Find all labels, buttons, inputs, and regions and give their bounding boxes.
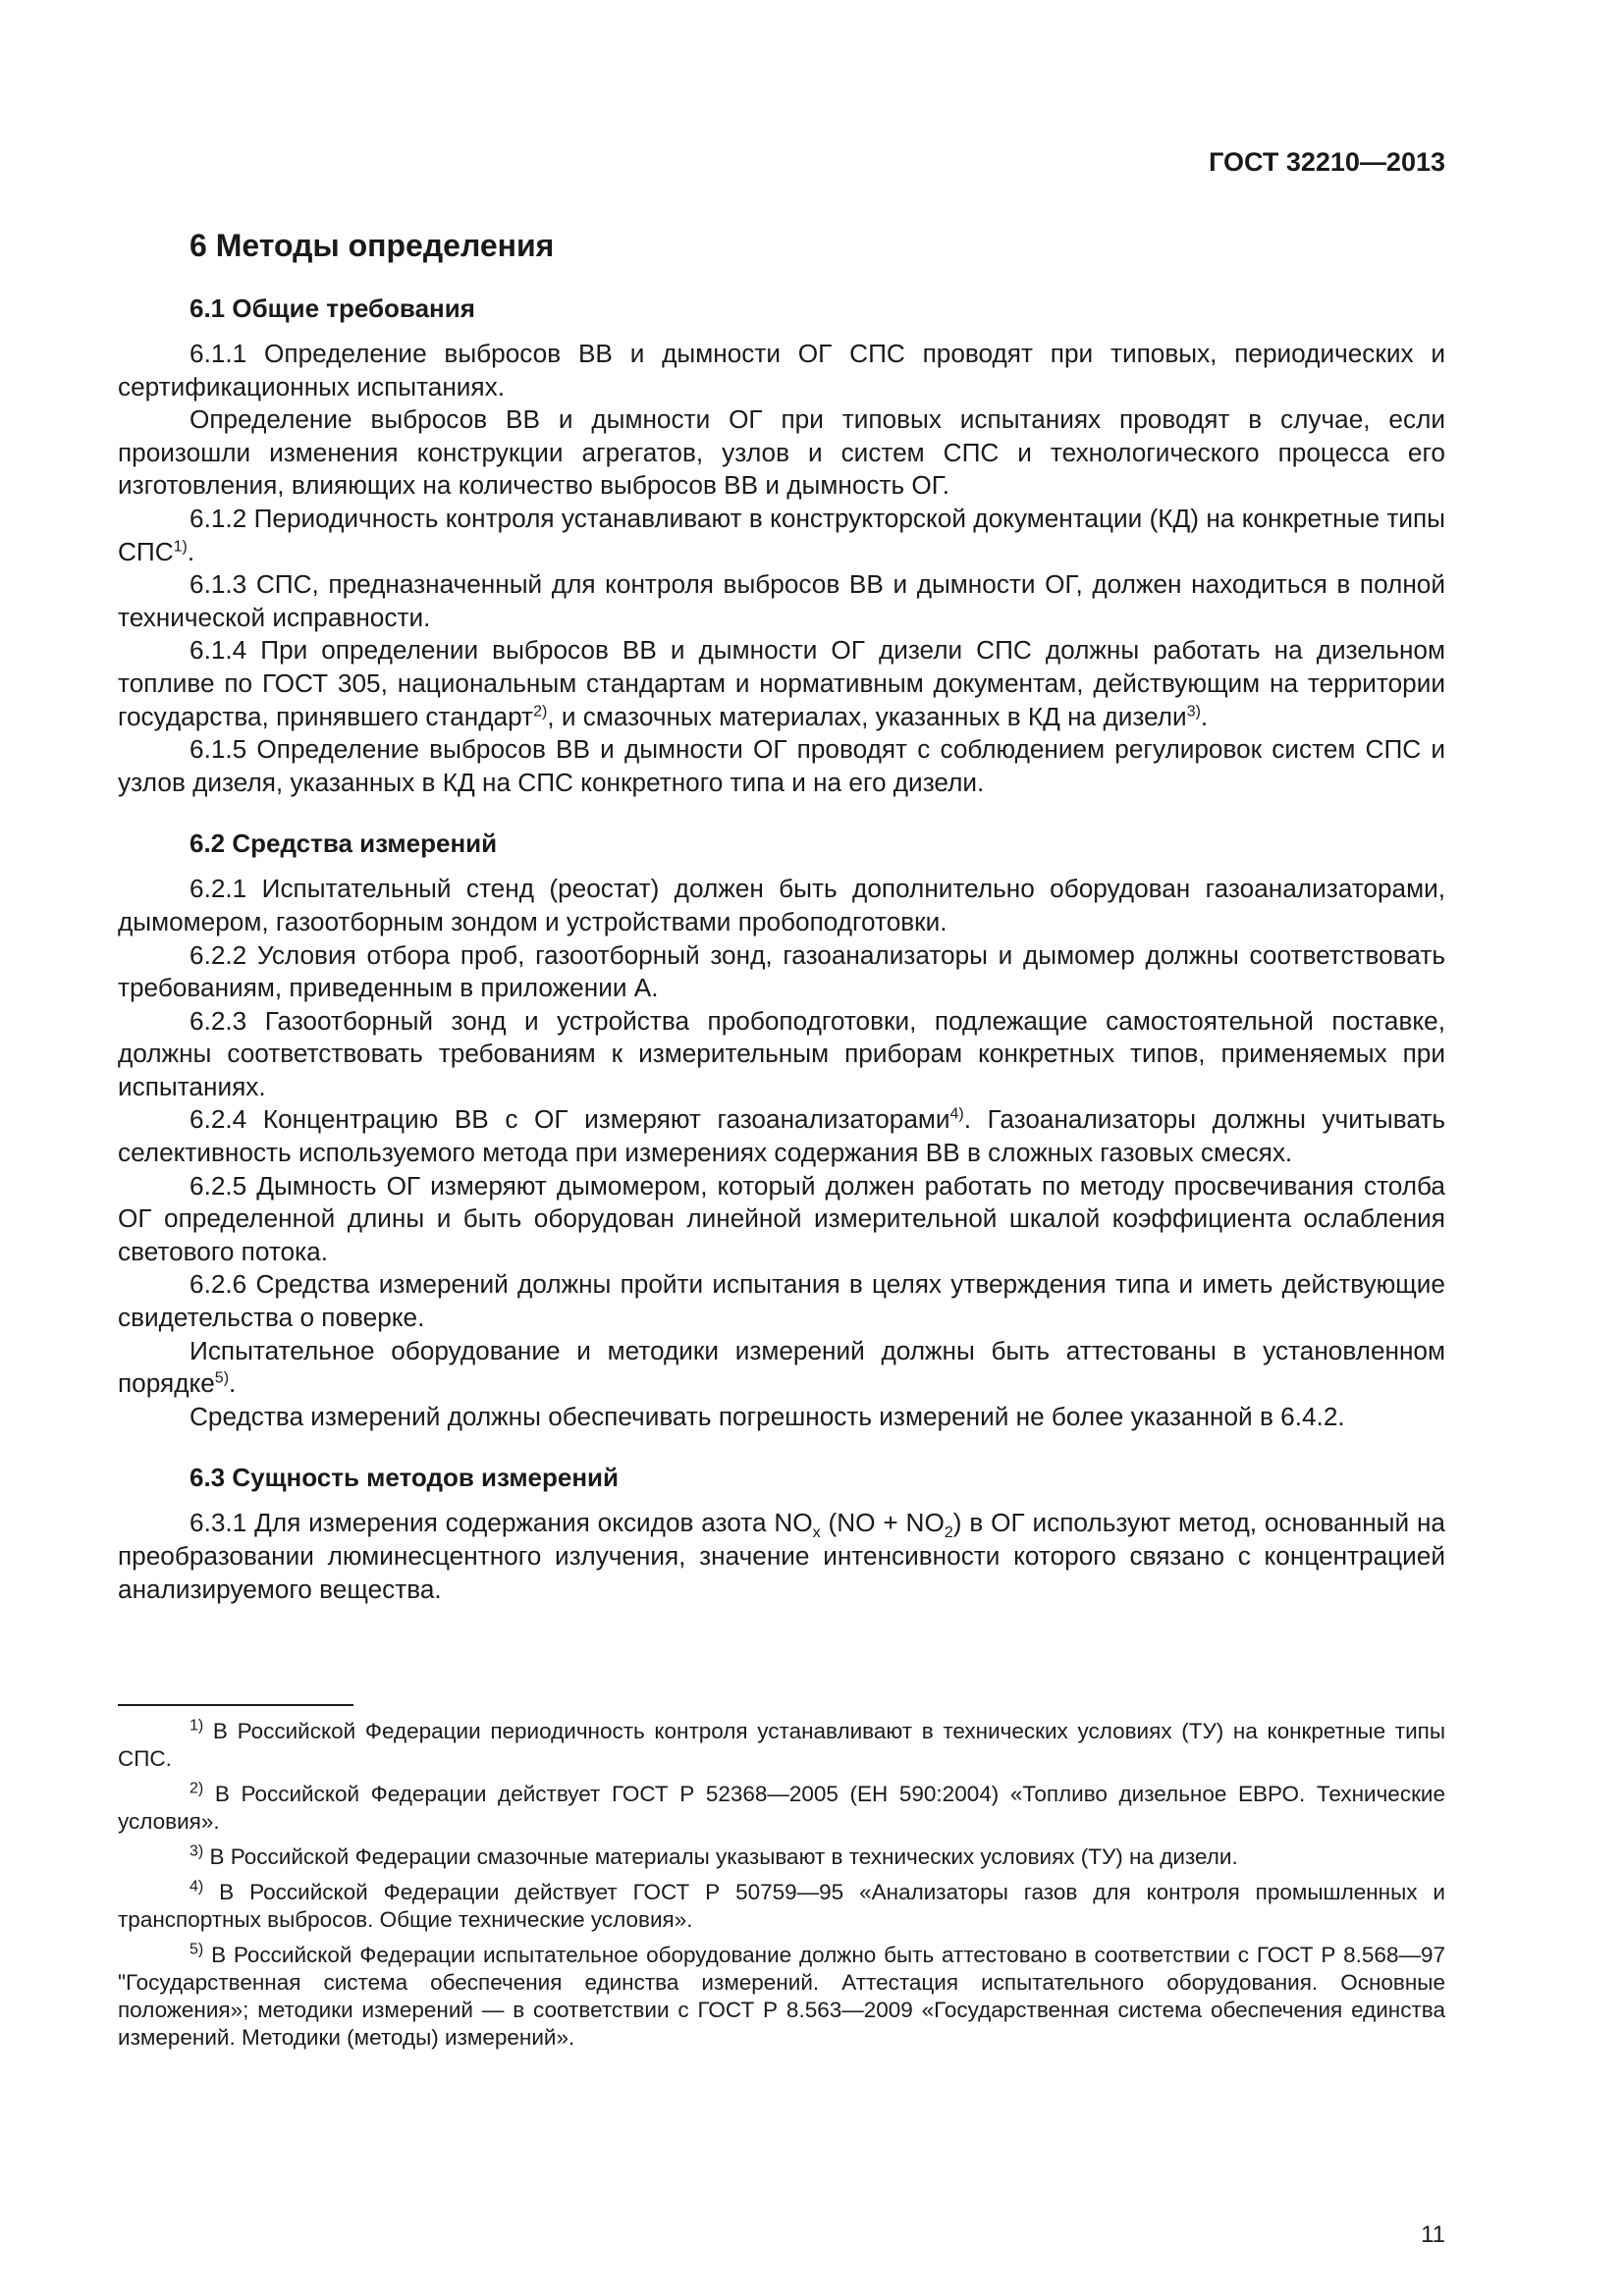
footnote-mark: 4): [189, 1878, 204, 1896]
footnote: [118, 1718, 1445, 1773]
text: (NO + NO: [820, 1508, 945, 1538]
paragraph-6-1-5: 6.1.5 Определение выбросов ВВ и дымности ОГ проводят с соблюдением регулировок систем СПС и узлов дизеля, указанных в КД на СПС конкретного типа и на его дизели.: [118, 734, 1445, 797]
footnote-ref: 1): [173, 537, 188, 555]
footnote: [118, 1942, 1445, 2052]
document-code-header: ГОСТ 32210—2013: [1209, 147, 1445, 177]
paragraph-6-2-1: 6.2.1 Испытательный стенд (реостат) должен быть дополнительно оборудован газоанализаторами, дымомером, газоотборным зондом и устройствами пробоподготовки.: [118, 874, 1445, 936]
footnote: [118, 1843, 1445, 1871]
text: 6.1.2 Периодичность контроля устанавливают в конструкторской документации (КД) на конкретные типы СПС: [118, 503, 1445, 566]
page-number: 11: [1421, 2221, 1445, 2248]
text: 6.3.1 Для измерения содержания оксидов азота NO: [189, 1508, 813, 1538]
subscript: 2: [944, 1524, 953, 1542]
text: , и смазочных материалах, указанных в КД на дизели: [547, 701, 1187, 731]
paragraph-6-2-2: 6.2.2 Условия отбора проб, газоотборный зонд, газоанализаторы и дымомер должны соответствовать требованиям, приведенным в приложении А.: [118, 939, 1445, 1003]
text: . Газоанализаторы должны учитывать селективность используемого метода при измерениях содержания ВВ в сложных газовых смесях.: [118, 1104, 1445, 1168]
paragraph-6-1-1: 6.1.1 Определение выбросов ВВ и дымности ОГ СПС проводят при типовых, периодических и сертификационных испытаниях.: [118, 339, 1445, 401]
section-6-1-title: 6.1 Общие требования: [189, 294, 475, 323]
footnote: [118, 1781, 1445, 1836]
paragraph-6-1-1-cont: Определение выбросов ВВ и дымности ОГ при типовых испытаниях проводят в случае, если произошли изменения конструкции агрегатов, узлов и систем СПС и технологического процесса его изготовления, влияющих на количество выбросов ВВ и дымность ОГ.: [118, 404, 1445, 501]
footnote-ref: 4): [949, 1105, 964, 1123]
section-6-title: 6 Методы определения: [189, 228, 555, 263]
paragraph-6-1-2: 6.1.2 Периодичность контроля устанавливают в конструкторской документации (КД) на конкретные типы СПС$^{1)}$.: [118, 503, 1445, 566]
paragraph-6-2-5: 6.2.5 Дымность ОГ измеряют дымомером, который должен работать по методу просвечивания столба ОГ определенной длины и быть оборудован линейной измерительной шкалой коэффициента ослабления светового потока.: [118, 1170, 1445, 1266]
footnote-mark: 1): [189, 1717, 204, 1735]
footnote-text: В Российской Федерации действует ГОСТ Р 50759—95 «Анализаторы газов для контроля промышленных и транспортных выбросов. Общие технические условия».: [118, 1880, 1445, 1933]
paragraph-6-1-3: 6.1.3 СПС, предназначенный для контроля выбросов ВВ и дымности ОГ, должен находиться в полной технической исправности.: [118, 569, 1445, 632]
text: 6.1.4 При определении выбросов ВВ и дымности ОГ дизели СПС должны работать на дизельном топливе по ГОСТ 305, национальным стандартам и нормативным документам, действующим на территории государства, принявшего стандарт: [118, 635, 1445, 731]
footnote-mark: 2): [189, 1780, 204, 1797]
paragraph-6-1-4: 6.1.4 При определении выбросов ВВ и дымности ОГ дизели СПС должны работать на дизельном топливе по ГОСТ 305, национальным стандартам и нормативным документам, действующим на территории государства, принявшего стандарт$^{2)}$, и смазочных материалах, указанных в КД на дизели$^{3)}$.: [118, 635, 1445, 731]
footnote-text: В Российской Федерации испытательное оборудование должно быть аттестовано в соответствии с ГОСТ Р 8.568—97 "Государственная система обеспечения единства измерений. Аттестация испытательного оборудования. Основные положения»; методики измерений — в соответствии с ГОСТ Р 8.563—2009 «Государственная система обеспечения единства измерений. Методики (методы) измерений».: [118, 1943, 1445, 2051]
footnote-mark: 3): [189, 1842, 204, 1860]
text: ) в ОГ используют метод, основанный на преобразовании люминесцентного излучения, значение интенсивности которого связано с концентрацией анализируемого вещества.: [118, 1508, 1445, 1604]
footnote-mark: 5): [189, 1941, 204, 1958]
section-6-2-title: 6.2 Средства измерений: [189, 828, 498, 859]
footnote-ref: 5): [214, 1369, 230, 1387]
paragraph-6-2-6: 6.2.6 Средства измерений должны пройти испытания в целях утверждения типа и иметь действующие свидетельства о поверке.: [118, 1269, 1445, 1333]
footnote-text: В Российской Федерации действует ГОСТ Р 52368—2005 (ЕН 590:2004) «Топливо дизельное ЕВРО. Технические условия».: [118, 1782, 1445, 1835]
page-body: [118, 145, 1445, 2059]
section-6-3-title: 6.3 Сущность методов измерений: [189, 1463, 620, 1493]
subscript: x: [812, 1524, 821, 1542]
text: 6.2.4 Концентрацию ВВ с ОГ измеряют газоанализаторами: [189, 1104, 950, 1135]
footnote-ref: 3): [1186, 702, 1201, 720]
footnote-text: В Российской Федерации периодичность контроля устанавливают в технических условиях (ТУ) на конкретные типы СПС.: [118, 1719, 1445, 1772]
paragraph-6-3-1: [118, 1507, 1445, 1606]
footnote-ref: 2): [533, 702, 548, 720]
paragraph-6-2-6-cont: Испытательное оборудование и методики измерений должны быть аттестованы в установленном порядке$^{5)}$.: [118, 1335, 1445, 1399]
footnote-separator: [118, 1704, 353, 1706]
paragraph-6-2-4: [118, 1103, 1445, 1169]
footnote: [118, 1879, 1445, 1934]
text: Испытательное оборудование и методики измерений должны быть аттестованы в установленном порядке: [118, 1335, 1445, 1399]
paragraph-6-2-6-cont2: Средства измерений должны обеспечивать погрешность измерений не более указанной в 6.4.2.: [189, 1401, 1345, 1431]
footnote-text: В Российской Федерации смазочные материалы указывают в технических условиях (ТУ) на дизели.: [209, 1844, 1238, 1870]
paragraph-6-2-3: 6.2.3 Газоотборный зонд и устройства пробоподготовки, подлежащие самостоятельной поставке, должны соответствовать требованиям к измерительным приборам конкретных типов, применяемых при испытаниях.: [118, 1005, 1445, 1101]
